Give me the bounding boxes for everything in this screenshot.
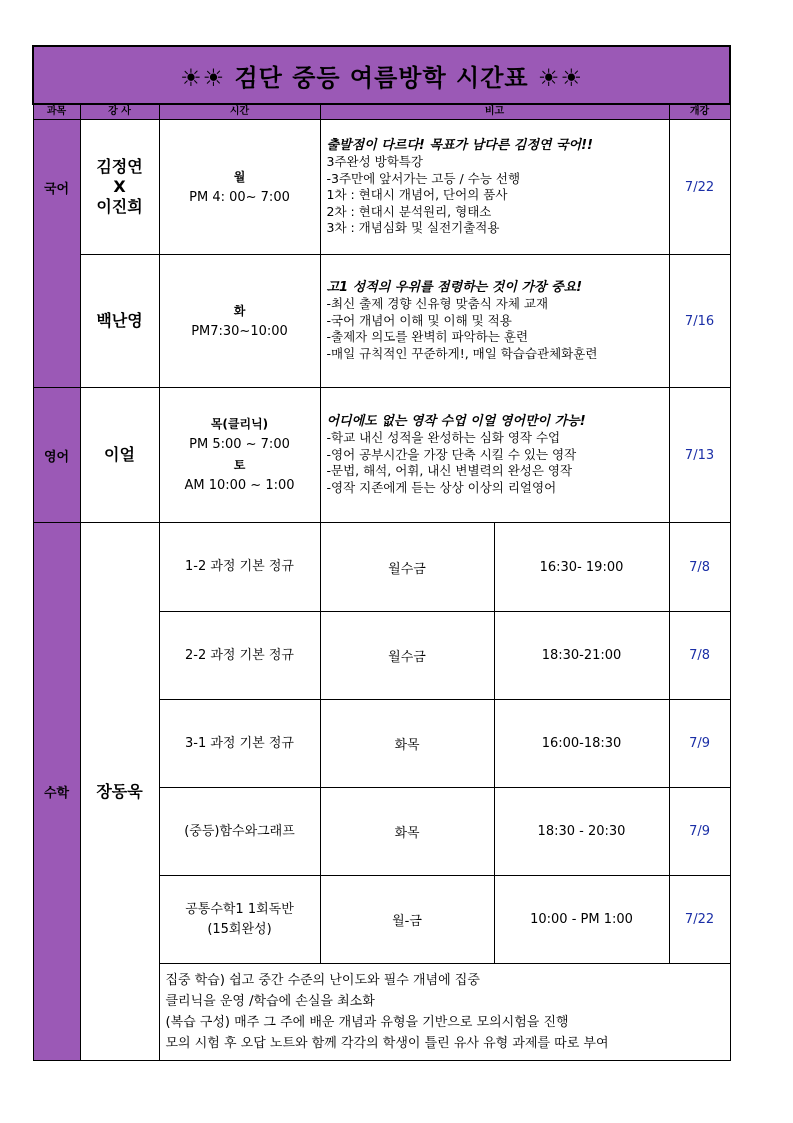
subject-korean: 국어 <box>33 120 80 255</box>
header-row <box>33 104 730 120</box>
footer-line: 클리닉을 운영 /학습에 손실을 최소화 <box>165 994 375 1009</box>
math-row-1 <box>33 523 730 612</box>
note-line: 1차 : 현대시 개념어, 단어의 품사 <box>326 187 508 202</box>
start-date: 7/22 <box>669 120 730 255</box>
math-days: 화목 <box>320 700 494 788</box>
note-korean-2 <box>320 255 669 388</box>
start-date: 7/13 <box>669 388 730 523</box>
subject-english: 영어 <box>33 388 80 523</box>
math-time: 18:30-21:00 <box>494 612 669 700</box>
footer-line: 모의 시험 후 오답 노트와 함께 각각의 학생이 틀린 유사 유형 과제를 따로 부여 <box>165 1036 609 1051</box>
math-days: 월-금 <box>320 876 494 964</box>
math-footer <box>159 964 730 1061</box>
header-start: 개강 <box>669 104 730 120</box>
math-course: (중등)함수와그래프 <box>159 788 320 876</box>
class-day: 화 <box>233 303 246 318</box>
note-lead: 고1 성적의 우위를 점령하는 것이 가장 중요! <box>326 279 583 295</box>
footer-line: (복습 구성) 매주 그 주에 배운 개념과 유형을 기반으로 모의시험을 진행 <box>165 1015 569 1030</box>
note-line: -학교 내신 성적을 완성하는 심화 영작 수업 <box>326 430 561 446</box>
math-time: 16:00-18:30 <box>494 700 669 788</box>
header-note: 비고 <box>320 104 669 120</box>
class-day: 월 <box>233 169 246 184</box>
class-day: 토 <box>233 458 246 472</box>
note-line: -매일 규칙적인 꾸준하게!, 매일 학습습관체화훈련 <box>326 345 598 361</box>
math-time: 10:00 - PM 1:00 <box>494 876 669 964</box>
teacher-name: 이진희 <box>96 197 143 216</box>
math-course: 2-2 과정 기본 정규 <box>159 612 320 700</box>
header-time: 시간 <box>159 104 320 120</box>
start-date: 7/22 <box>669 876 730 964</box>
schedule-table <box>32 45 731 1061</box>
note-line: 2차 : 현대시 분석원리, 형태소 <box>326 203 492 219</box>
start-date: 7/16 <box>669 255 730 388</box>
note-line: -3주만에 앞서가는 고등 / 수능 선행 <box>326 170 521 186</box>
note-line: -출제자 의도를 완벽히 파악하는 훈련 <box>326 329 529 345</box>
start-date: 7/9 <box>669 700 730 788</box>
class-time: PM 4: 00~ 7:00 <box>189 189 290 205</box>
start-date: 7/8 <box>669 612 730 700</box>
note-english <box>320 388 669 523</box>
teacher-name: X <box>113 177 126 196</box>
page-title: ☀☀ 검단 중등 여름방학 시간표 ☀☀ <box>33 46 730 104</box>
math-course: 1-2 과정 기본 정규 <box>159 523 320 612</box>
note-line: -국어 개념어 이해 및 이해 및 적용 <box>326 312 512 328</box>
footer-line: 집중 학습) 쉽고 중간 수준의 난이도와 필수 개념에 집중 <box>165 973 480 988</box>
time-korean-1 <box>159 120 320 255</box>
time-korean-2 <box>159 255 320 388</box>
start-date: 7/8 <box>669 523 730 612</box>
korean-row-1 <box>33 120 730 255</box>
note-line: 3주완성 방학특강 <box>326 154 423 169</box>
math-time: 16:30- 19:00 <box>494 523 669 612</box>
math-course: 3-1 과정 기본 정규 <box>159 700 320 788</box>
header-subject: 과목 <box>33 104 80 120</box>
timetable <box>32 45 729 1061</box>
class-day: 목(클리닉) <box>210 417 269 431</box>
teacher-korean-1 <box>80 120 159 255</box>
subject-math: 수학 <box>33 523 80 1061</box>
note-line: -문법, 해석, 어휘, 내신 변별력의 완성은 영작 <box>326 463 573 479</box>
teacher-name: 김정연 <box>96 157 143 176</box>
math-course <box>159 876 320 964</box>
math-course-name: 공통수학1 1회독반 <box>185 901 294 917</box>
math-time: 18:30 - 20:30 <box>494 788 669 876</box>
note-lead: 어디에도 없는 영작 수업 이얼 영어만이 가능! <box>326 413 586 429</box>
math-course-sub: (15회완성) <box>207 921 272 937</box>
class-time: PM 5:00 ~ 7:00 <box>189 437 290 452</box>
header-teacher: 강 사 <box>80 104 159 120</box>
time-english <box>159 388 320 523</box>
teacher-english: 이얼 <box>80 388 159 523</box>
teacher-korean-2: 백난영 <box>80 255 159 388</box>
class-time: AM 10:00 ~ 1:00 <box>184 478 295 493</box>
note-lead: 출발점이 다르다! 목표가 남다른 김정연 국어!! <box>326 137 593 153</box>
note-line: -영작 지존에게 듣는 상상 이상의 리얼영어 <box>326 479 557 495</box>
note-line: -최신 출제 경향 신유형 맞춤식 자체 교재 <box>326 296 549 312</box>
start-date: 7/9 <box>669 788 730 876</box>
class-time: PM7:30~10:00 <box>191 323 288 339</box>
subject-korean-cont <box>33 255 80 388</box>
math-days: 화목 <box>320 788 494 876</box>
english-row <box>33 388 730 523</box>
note-line: -영어 공부시간을 가장 단축 시킬 수 있는 영작 <box>326 446 577 462</box>
note-korean-1 <box>320 120 669 255</box>
korean-row-2 <box>33 255 730 388</box>
math-days: 월수금 <box>320 523 494 612</box>
note-line: 3차 : 개념심화 및 실전기출적용 <box>326 220 500 235</box>
math-days: 월수금 <box>320 612 494 700</box>
teacher-math: 장동욱 <box>80 523 159 1061</box>
